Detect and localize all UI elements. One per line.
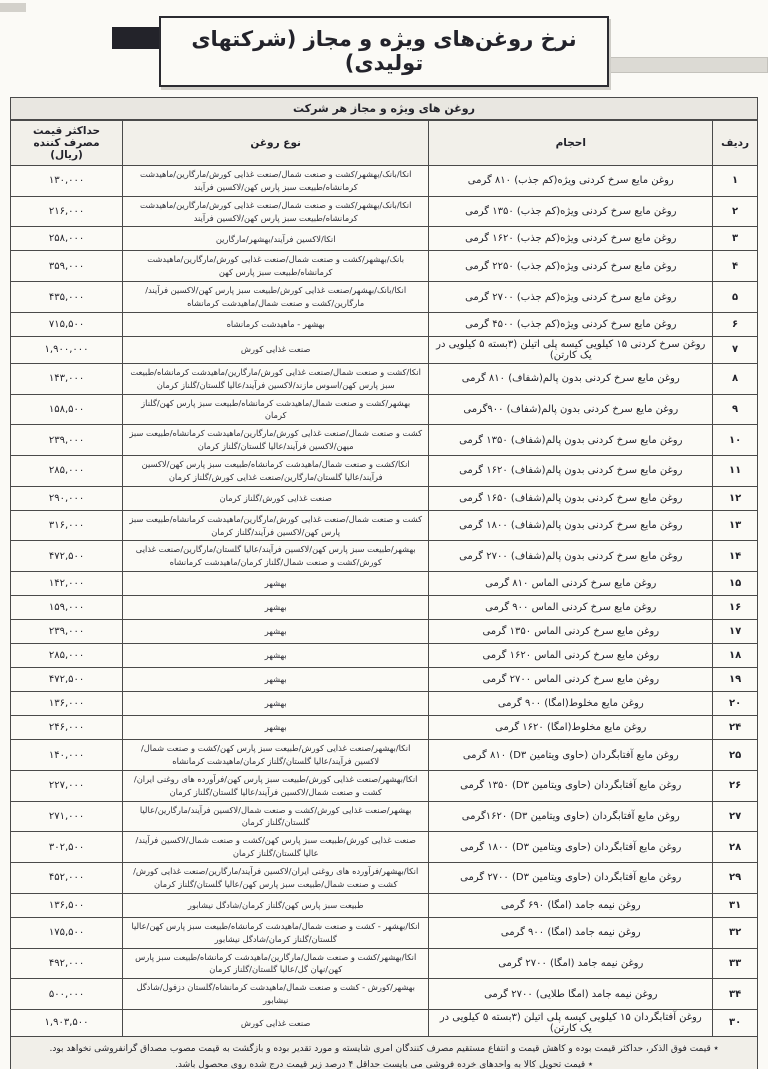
- companies-cell: صنعت غذایی کورش: [123, 1009, 429, 1036]
- price-cell: ۱۳۶,۵۰۰: [11, 893, 123, 917]
- product-cell: روغن مایع سرخ کردنی الماس ۹۰۰ گرمی: [429, 596, 713, 620]
- companies-cell: انکا/بهشهر/کشت و صنعت شمال/مارگارین/ماهیدشت کرمانشاه/طبیعت سبز پارس کهن/نهان گل/عالیا گلستان/گلناز کرمان: [123, 948, 429, 979]
- price-cell: ۵۰۰,۰۰۰: [11, 979, 123, 1010]
- companies-cell: انکا/بانک/بهشهر/کشت و صنعت شمال/صنعت غذایی کورش/مارگارین/ماهیدشت کرمانشاه/طبیعت سبز پارس کهن/لاکسین فرآیند: [123, 196, 429, 227]
- row-number-cell: ۴: [713, 251, 758, 282]
- row-number-cell: ۶: [713, 312, 758, 336]
- price-cell: ۲۹۰,۰۰۰: [11, 486, 123, 510]
- price-cell: ۴۷۲,۵۰۰: [11, 541, 123, 572]
- companies-cell: بهشهر/صنعت غذایی کورش/کشت و صنعت شمال/لاکسین فرآیند/مارگارین/عالیا گلستان/گلناز کرمان: [123, 801, 429, 832]
- product-cell: روغن مایع سرخ کردنی ویژه(کم جذب) ۴۵۰۰ گرمی: [429, 312, 713, 336]
- row-number-cell: ۲۶: [713, 770, 758, 801]
- row-number-cell: ۳۲: [713, 917, 758, 948]
- row-number-cell: ۳۰: [713, 1009, 758, 1036]
- header-price: حداکثر قیمت مصرف کننده (ریال): [11, 121, 123, 166]
- product-cell: روغن مایع سرخ کردنی بدون پالم(شفاف) ۲۷۰۰ گرمی: [429, 541, 713, 572]
- row-number-cell: ۲۰: [713, 692, 758, 716]
- price-cell: ۱۳۰,۰۰۰: [11, 166, 123, 197]
- product-cell: روغن مایع آفتابگردان (حاوی ویتامین D۳) ۸۱۰ گرمی: [429, 740, 713, 771]
- row-number-cell: ۹: [713, 394, 758, 425]
- companies-cell: انکا/لاکسین فرآیند/بهشهر/مارگارین: [123, 227, 429, 251]
- table-row: [11, 893, 758, 917]
- price-cell: ۱۴۳,۰۰۰: [11, 363, 123, 394]
- table-row: [11, 425, 758, 456]
- product-cell: روغن مایع سرخ کردنی الماس ۱۳۵۰ گرمی: [429, 620, 713, 644]
- price-cell: ۳۰۲,۵۰۰: [11, 832, 123, 863]
- product-cell: روغن آفتابگردان ۱۵ کیلویی کیسه پلی اتیلن (۳بسته ۵ کیلویی در یک کارتن): [429, 1009, 713, 1036]
- price-cell: ۳۵۹,۰۰۰: [11, 251, 123, 282]
- price-cell: ۴۹۲,۰۰۰: [11, 948, 123, 979]
- table-row: [11, 166, 758, 197]
- row-number-cell: ۷: [713, 336, 758, 363]
- product-cell: روغن نیمه جامد (امگا) ۶۹۰ گرمی: [429, 893, 713, 917]
- product-cell: روغن نیمه جامد (امگا طلایی) ۲۷۰۰ گرمی: [429, 979, 713, 1010]
- row-number-cell: ۲: [713, 196, 758, 227]
- table-row: [11, 282, 758, 313]
- price-cell: ۱۳۶,۰۰۰: [11, 692, 123, 716]
- product-cell: روغن مایع آفتابگردان (حاوی ویتامین D۳) ۱۶۲۰گرمی: [429, 801, 713, 832]
- price-cell: ۱۵۹,۰۰۰: [11, 596, 123, 620]
- product-cell: روغن مایع سرخ کردنی بدون پالم(شفاف) ۹۰۰گرمی: [429, 394, 713, 425]
- header-companies: نوع روغن: [123, 121, 429, 166]
- row-number-cell: ۵: [713, 282, 758, 313]
- price-cell: ۱۴۰,۰۰۰: [11, 740, 123, 771]
- row-number-cell: ۱۱: [713, 456, 758, 487]
- companies-cell: بهشهر/کشت و صنعت شمال/ماهیدشت کرمانشاه/طبیعت سبز پارس کهن/گلناز کرمان: [123, 394, 429, 425]
- row-number-cell: ۳۱: [713, 893, 758, 917]
- price-cell: ۴۳۵,۰۰۰: [11, 282, 123, 313]
- row-number-cell: ۲۵: [713, 740, 758, 771]
- companies-cell: انکا/کشت و صنعت شمال/ماهیدشت کرمانشاه/طبیعت سبز پارس کهن/لاکسین فرآیند/عالیا گلستان/مارگارین/صنعت غذایی کورش/گلناز کرمان: [123, 456, 429, 487]
- companies-cell: بهشهر: [123, 668, 429, 692]
- table-row: [11, 740, 758, 771]
- footnote: ٭ قیمت فوق الذکر، حداکثر قیمت بوده و کاهش قیمت و انتفاع مستقیم مصرف کنندگان امری شایسته و مورد تقدیر بوده و بازگشت به قیمت مصوب مصداق گرانفروشی نخواهد بود.: [49, 1043, 719, 1054]
- companies-cell: انکا/بهشهر/صنعت غذایی کورش/طبیعت سبز پارس کهن/کشت و صنعت شمال/لاکسین فرآیند/عالیا گلستان/گلناز کرمان/ماهیدشت کرمانشاه: [123, 740, 429, 771]
- price-cell: ۲۷۱,۰۰۰: [11, 801, 123, 832]
- row-number-cell: ۱۹: [713, 668, 758, 692]
- product-cell: روغن مایع مخلوط(امگا) ۱۶۲۰ گرمی: [429, 716, 713, 740]
- table-row: [11, 572, 758, 596]
- price-cell: ۲۸۵,۰۰۰: [11, 456, 123, 487]
- price-cell: ۲۳۹,۰۰۰: [11, 620, 123, 644]
- product-cell: روغن مایع سرخ کردنی الماس ۲۷۰۰ گرمی: [429, 668, 713, 692]
- table-row: [11, 863, 758, 894]
- row-number-cell: ۱۳: [713, 510, 758, 541]
- price-cell: ۲۸۵,۰۰۰: [11, 644, 123, 668]
- price-cell: ۲۲۷,۰۰۰: [11, 770, 123, 801]
- table-row: [11, 596, 758, 620]
- companies-cell: بهشهر - ماهیدشت کرمانشاه: [123, 312, 429, 336]
- row-number-cell: ۱۲: [713, 486, 758, 510]
- product-cell: روغن سرخ کردنی ۱۵ کیلویی کیسه پلی اتیلن (۳بسته ۵ کیلویی در یک کارتن): [429, 336, 713, 363]
- scan-artifact-gray-bar: [590, 57, 768, 73]
- row-number-cell: ۳: [713, 227, 758, 251]
- product-cell: روغن مایع سرخ کردنی الماس ۸۱۰ گرمی: [429, 572, 713, 596]
- product-cell: روغن مایع سرخ کردنی بدون پالم(شفاف) ۱۶۵۰ گرمی: [429, 486, 713, 510]
- product-cell: روغن مایع سرخ کردنی بدون پالم(شفاف) ۸۱۰ گرمی: [429, 363, 713, 394]
- product-cell: روغن مایع سرخ کردنی الماس ۱۶۲۰ گرمی: [429, 644, 713, 668]
- table-row: [11, 692, 758, 716]
- row-number-cell: ۱۷: [713, 620, 758, 644]
- product-cell: روغن مایع آفتابگردان (حاوی ویتامین D۳) ۱۸۰۰ گرمی: [429, 832, 713, 863]
- row-number-cell: ۱۰: [713, 425, 758, 456]
- price-cell: ۱۴۲,۰۰۰: [11, 572, 123, 596]
- companies-cell: صنعت غذایی کورش/طبیعت سبز پارس کهن/کشت و صنعت شمال/لاکسین فرآیند/عالیا گلستان/گلناز کرمان: [123, 832, 429, 863]
- companies-cell: بهشهر: [123, 692, 429, 716]
- price-cell: ۴۵۲,۰۰۰: [11, 863, 123, 894]
- table-row: [11, 917, 758, 948]
- product-cell: روغن مایع سرخ کردنی بدون پالم(شفاف) ۱۶۲۰ گرمی: [429, 456, 713, 487]
- product-cell: روغن مایع سرخ کردنی ویژه(کم جذب) ۲۷۰۰ گرمی: [429, 282, 713, 313]
- row-number-cell: ۲۸: [713, 832, 758, 863]
- table-row: [11, 251, 758, 282]
- product-cell: روغن مایع سرخ کردنی ویژه(کم جذب) ۱۳۵۰ گرمی: [429, 196, 713, 227]
- price-cell: ۲۳۹,۰۰۰: [11, 425, 123, 456]
- price-cell: ۲۵۸,۰۰۰: [11, 227, 123, 251]
- product-cell: روغن نیمه جامد (امگا) ۲۷۰۰ گرمی: [429, 948, 713, 979]
- product-cell: روغن مایع سرخ کردنی بدون پالم(شفاف) ۱۸۰۰ گرمی: [429, 510, 713, 541]
- row-number-cell: ۲۴: [713, 716, 758, 740]
- table-row: [11, 832, 758, 863]
- row-number-cell: ۳۴: [713, 979, 758, 1010]
- companies-cell: کشت و صنعت شمال/صنعت غذایی کورش/مارگارین/ماهیدشت کرمانشاه/طبیعت سبز میهن/لاکسین فرآیند/عالیا گلستان/گلناز کرمان: [123, 425, 429, 456]
- footnote: ٭ قیمت تحویل کالا به واحدهای خرده فروشی می بایست حداقل ۴ درصد زیر قیمت درج شده روی محصول باشد.: [175, 1060, 593, 1069]
- table-body: [11, 166, 758, 1037]
- header-product: احجام: [429, 121, 713, 166]
- table-row: [11, 1009, 758, 1036]
- product-cell: روغن مایع سرخ کردنی ویژه(کم جذب) ۲۲۵۰ گرمی: [429, 251, 713, 282]
- product-cell: روغن مایع سرخ کردنی بدون پالم(شفاف) ۱۳۵۰ گرمی: [429, 425, 713, 456]
- companies-cell: انکا/بانک/بهشهر/کشت و صنعت شمال/صنعت غذایی کورش/مارگارین/ماهیدشت کرمانشاه/طبیعت سبز پارس کهن/لاکسین فرآیند: [123, 166, 429, 197]
- product-cell: روغن مایع آفتابگردان (حاوی ویتامین D۳) ۱۳۵۰ گرمی: [429, 770, 713, 801]
- companies-cell: بهشهر: [123, 596, 429, 620]
- header-row-number: ردیف: [713, 121, 758, 166]
- product-cell: روغن مایع مخلوط(امگا) ۹۰۰ گرمی: [429, 692, 713, 716]
- table-row: [11, 668, 758, 692]
- row-number-cell: ۱۴: [713, 541, 758, 572]
- row-number-cell: ۲۷: [713, 801, 758, 832]
- price-cell: ۷۱۵,۵۰۰: [11, 312, 123, 336]
- table-row: [11, 541, 758, 572]
- companies-cell: انکا/بهشهر - کشت و صنعت شمال/ماهیدشت کرمانشاه/طبیعت سبز پارس کهن/عالیا گلستان/گلناز کرمان/شادگل نیشابور: [123, 917, 429, 948]
- price-cell: ۱,۹۰۰,۰۰۰: [11, 336, 123, 363]
- title-box: [159, 16, 609, 87]
- table-row: [11, 394, 758, 425]
- table-row: [11, 948, 758, 979]
- row-number-cell: ۱۶: [713, 596, 758, 620]
- table-row: [11, 979, 758, 1010]
- product-cell: روغن مایع سرخ کردنی ویژه(کم جذب) ۱۶۲۰ گرمی: [429, 227, 713, 251]
- row-number-cell: ۳۳: [713, 948, 758, 979]
- companies-cell: انکا/کشت و صنعت شمال/صنعت غذایی کورش/مارگارین/ماهیدشت کرمانشاه/طبیعت سبز پارس کهن/اسوس مازند/لاکسین فرآیند/عالیا گلستان/گلناز کرمان: [123, 363, 429, 394]
- companies-cell: بهشهر: [123, 572, 429, 596]
- product-cell: روغن مایع سرخ کردنی ویژه(کم جذب) ۸۱۰ گرمی: [429, 166, 713, 197]
- table-row: [11, 363, 758, 394]
- price-cell: ۱,۹۰۳,۵۰۰: [11, 1009, 123, 1036]
- row-number-cell: ۸: [713, 363, 758, 394]
- companies-cell: صنعت غذایی کورش/گلناز کرمان: [123, 486, 429, 510]
- footnotes-box: [10, 1037, 758, 1069]
- price-cell: ۲۴۶,۰۰۰: [11, 716, 123, 740]
- companies-cell: بهشهر/طبیعت سبز پارس کهن/لاکسین فرآیند/عالیا گلستان/مارگارین/صنعت غذایی کورش/کشت و صنعت شمال/گلناز کرمان/ماهیدشت کرمانشاه: [123, 541, 429, 572]
- companies-cell: طبیعت سبز پارس کهن/گلناز کرمان/شادگل نیشابور: [123, 893, 429, 917]
- table-row: [11, 456, 758, 487]
- page-title: نرخ روغن‌های ویژه و مجاز (شرکتهای تولیدی): [191, 27, 577, 75]
- table-row: [11, 312, 758, 336]
- row-number-cell: ۲۹: [713, 863, 758, 894]
- companies-cell: بهشهر/کورش - کشت و صنعت شمال/ماهیدشت کرمانشاه/گلستان دزفول/شادگل نیشابور: [123, 979, 429, 1010]
- companies-cell: بانک/بهشهر/کشت و صنعت شمال/صنعت غذایی کورش/مارگارین/ماهیدشت کرمانشاه/طبیعت سبز پارس کهن: [123, 251, 429, 282]
- table-subtitle-band: روغن های ویژه و مجاز هر شرکت: [10, 97, 758, 120]
- price-cell: ۴۷۲,۵۰۰: [11, 668, 123, 692]
- companies-cell: انکا/بانک/بهشهر/صنعت غذایی کورش/طبیعت سبز پارس کهن/لاکسین فرآیند/مارگارین/کشت و صنعت شمال/ماهیدشت کرمانشاه: [123, 282, 429, 313]
- price-cell: ۱۵۸,۵۰۰: [11, 394, 123, 425]
- price-cell: ۱۷۵,۵۰۰: [11, 917, 123, 948]
- table-row: [11, 196, 758, 227]
- companies-cell: انکا/بهشهر/فرآورده های روغنی ایران/لاکسین فرآیند/مارگارین/صنعت غذایی کورش/کشت و صنعت شمال/طبیعت سبز پارس کهن/عالیا گلستان/گلناز کرمان: [123, 863, 429, 894]
- header-row: [11, 121, 758, 166]
- row-number-cell: ۱۸: [713, 644, 758, 668]
- row-number-cell: ۱۵: [713, 572, 758, 596]
- scan-artifact-corner: [0, 3, 26, 12]
- table-row: [11, 644, 758, 668]
- table-row: [11, 227, 758, 251]
- price-table: [10, 120, 758, 1037]
- product-cell: روغن نیمه جامد (امگا) ۹۰۰ گرمی: [429, 917, 713, 948]
- companies-cell: بهشهر: [123, 716, 429, 740]
- companies-cell: بهشهر: [123, 620, 429, 644]
- companies-cell: انکا/بهشهر/صنعت غذایی کورش/طبیعت سبز پارس کهن/فرآورده های روغنی ایران/کشت و صنعت شمال/لاکسین فرآیند/عالیا گلستان/گلناز کرمان: [123, 770, 429, 801]
- table-row: [11, 716, 758, 740]
- row-number-cell: ۱: [713, 166, 758, 197]
- table-row: [11, 336, 758, 363]
- table-row: [11, 801, 758, 832]
- companies-cell: بهشهر: [123, 644, 429, 668]
- table-row: [11, 620, 758, 644]
- companies-cell: کشت و صنعت شمال/صنعت غذایی کورش/مارگارین/ماهیدشت کرمانشاه/طبیعت سبز پارس کهن/لاکسین فرآیند/گلناز کرمان: [123, 510, 429, 541]
- price-cell: ۳۱۶,۰۰۰: [11, 510, 123, 541]
- table-row: [11, 770, 758, 801]
- table-row: [11, 510, 758, 541]
- table-header: [11, 121, 758, 166]
- product-cell: روغن مایع آفتابگردان (حاوی ویتامین D۳) ۲۷۰۰ گرمی: [429, 863, 713, 894]
- table-row: [11, 486, 758, 510]
- companies-cell: صنعت غذایی کورش: [123, 336, 429, 363]
- price-cell: ۲۱۶,۰۰۰: [11, 196, 123, 227]
